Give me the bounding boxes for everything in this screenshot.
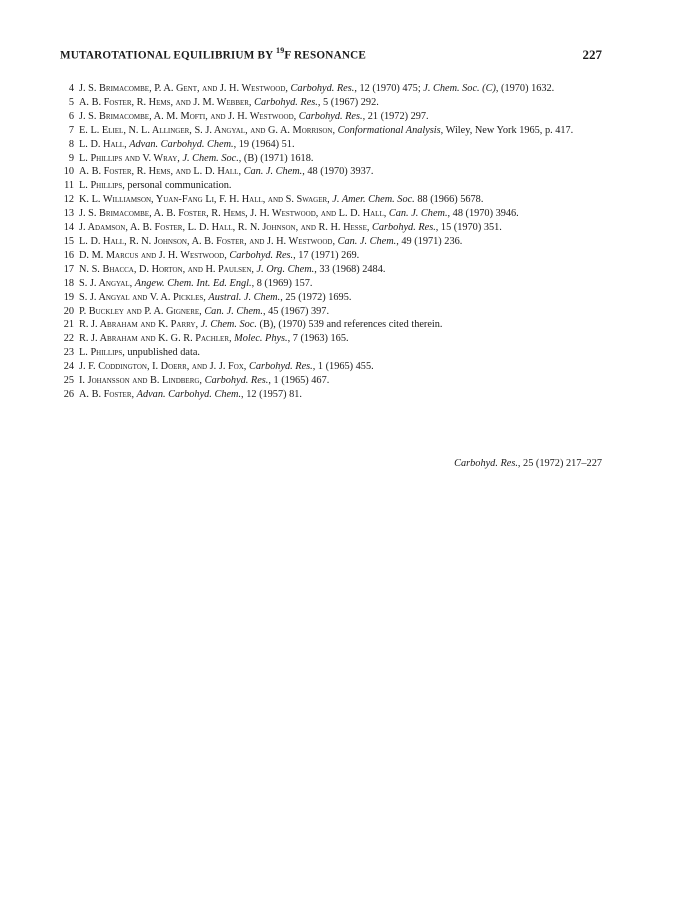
reference-detail: , 45 (1967) 397.	[262, 305, 330, 317]
reference-detail: , (B) (1971) 1618.	[238, 152, 314, 164]
reference-number: 14	[63, 222, 74, 234]
reference-number: 17	[63, 263, 74, 275]
reference-text	[79, 82, 602, 96]
reference-number: 26	[63, 388, 74, 400]
reference-text	[79, 235, 602, 249]
reference-detail: , 48 (1970) 3937.	[302, 166, 374, 178]
footer-journal: Carbohyd. Res.	[454, 458, 518, 469]
reference-number: 21	[63, 319, 74, 331]
reference-item	[60, 374, 602, 388]
reference-number: 22	[63, 333, 74, 345]
reference-item	[60, 82, 602, 96]
reference-item	[60, 165, 602, 179]
reference-number: 12	[63, 194, 74, 206]
footer-citation: , 25 (1972) 217–227	[517, 458, 602, 469]
reference-detail: , 17 (1971) 269.	[293, 249, 360, 261]
reference-detail: , 25 (1972) 1695.	[280, 291, 352, 303]
reference-text	[79, 110, 602, 124]
reference-source: Carbohyd. Res.	[229, 249, 294, 261]
reference-authors: N. S. Bhacca, D. Horton, and H. Paulsen,	[79, 263, 254, 275]
reference-authors: J. S. Brimacombe, P. A. Gent, and J. H. Westwood,	[79, 83, 288, 94]
reference-authors: P. Buckley and P. A. Gignere,	[79, 305, 202, 317]
reference-authors: L. Phillips and V. Wray,	[79, 152, 180, 164]
reference-number: 16	[63, 249, 74, 261]
reference-text	[79, 165, 602, 179]
running-head-superscript: 19	[276, 46, 285, 56]
running-head	[60, 47, 366, 62]
reference-text	[79, 152, 602, 166]
reference-text	[79, 221, 602, 235]
reference-text	[79, 179, 602, 193]
reference-number: 23	[63, 347, 74, 359]
running-head-text-end: F RESONANCE	[284, 50, 367, 62]
reference-text	[79, 124, 602, 138]
reference-text	[79, 138, 602, 152]
reference-source: Advan. Carbohyd. Chem.	[136, 388, 242, 400]
reference-item	[60, 221, 602, 235]
reference-number: 19	[63, 291, 74, 303]
reference-number: 20	[63, 305, 74, 317]
reference-text	[79, 305, 602, 319]
reference-text	[79, 360, 602, 374]
reference-detail: , 33 (1968) 2484.	[314, 263, 386, 275]
reference-item	[60, 305, 602, 319]
reference-authors: I. Johansson and B. Lindberg,	[79, 375, 203, 387]
reference-authors: L. D. Hall,	[79, 138, 127, 150]
reference-authors: R. J. Abraham and K. G. R. Pachler,	[79, 333, 232, 345]
reference-authors: S. J. Angyal,	[79, 277, 133, 289]
reference-source: Molec. Phys.	[234, 333, 288, 345]
reference-authors: J. S. Brimacombe, A. B. Foster, R. Hems, J. H. Westwood, and L. D. Hall,	[79, 208, 387, 220]
reference-authors: R. J. Abraham and K. Parry,	[79, 319, 199, 331]
reference-source: Can. J. Chem.	[204, 305, 263, 317]
reference-detail: , 15 (1970) 351.	[435, 222, 502, 234]
reference-source: Carbohyd. Res.	[298, 110, 363, 122]
reference-item	[60, 388, 602, 402]
reference-detail: , 21 (1972) 297.	[362, 110, 429, 122]
reference-number: 24	[63, 361, 74, 373]
reference-item	[60, 152, 602, 166]
reference-item	[60, 332, 602, 346]
page-header	[60, 47, 602, 63]
reference-source: J. Chem. Soc. (C)	[423, 83, 496, 94]
reference-text	[79, 277, 602, 291]
reference-list	[60, 82, 602, 402]
reference-item	[60, 96, 602, 110]
page-number: 227	[582, 47, 602, 62]
reference-authors: J. Adamson, A. B. Foster, L. D. Hall, R. N. Johnson, and R. H. Hesse,	[79, 222, 370, 234]
reference-source: Austral. J. Chem.	[208, 291, 281, 303]
reference-authors: A. B. Foster, R. Hems, and J. M. Webber,	[79, 96, 252, 108]
reference-source: J. Org. Chem.	[256, 263, 315, 275]
reference-source: Carbohyd. Res.	[204, 375, 269, 387]
reference-authors: L. D. Hall, R. N. Johnson, A. B. Foster, and J. H. Westwood,	[79, 235, 336, 247]
reference-detail: , 5 (1967) 292.	[317, 96, 379, 108]
reference-item	[60, 360, 602, 374]
journal-footer	[454, 458, 602, 469]
reference-text	[79, 291, 602, 305]
reference-number: 11	[64, 180, 74, 192]
reference-text	[79, 374, 602, 388]
reference-detail: , 8 (1969) 157.	[251, 277, 313, 289]
reference-item	[60, 249, 602, 263]
reference-source: Can. J. Chem.	[337, 235, 397, 247]
reference-number: 9	[68, 152, 74, 164]
reference-source: Carbohyd. Res.	[290, 83, 355, 94]
reference-text	[79, 263, 602, 277]
reference-detail: personal communication.	[124, 180, 232, 192]
reference-number: 7	[68, 124, 74, 136]
reference-item	[60, 318, 602, 332]
reference-item	[60, 263, 602, 277]
reference-authors: K. L. Williamson, Yuan-Fang Li, F. H. Hall, and S. Swager,	[79, 194, 330, 206]
reference-detail: (B), (1970) 539 and references cited therein.	[256, 319, 443, 331]
reference-detail: , (1970) 1632.	[495, 83, 555, 94]
reference-authors: J. F. Coddington, I. Doerr, and J. J. Fox,	[79, 361, 247, 373]
reference-number: 8	[68, 138, 74, 150]
reference-item	[60, 110, 602, 124]
reference-source: J. Chem. Soc.	[182, 152, 239, 164]
reference-source: Advan. Carbohyd. Chem.	[129, 138, 234, 150]
reference-number: 5	[68, 96, 74, 108]
reference-number: 6	[68, 110, 74, 122]
reference-source: J. Chem. Soc.	[200, 319, 257, 331]
reference-text	[79, 346, 602, 360]
reference-detail: , 1 (1965) 455.	[312, 361, 374, 373]
reference-source: Can. J. Chem.	[388, 208, 448, 220]
reference-number: 13	[63, 208, 74, 220]
reference-item	[60, 193, 602, 207]
reference-text	[79, 249, 602, 263]
reference-authors: L. Phillips,	[79, 347, 125, 359]
reference-source: Carbohyd. Res.	[248, 361, 313, 373]
reference-item	[60, 235, 602, 249]
reference-authors: A. B. Foster,	[79, 388, 135, 400]
reference-detail: , 12 (1957) 81.	[241, 388, 302, 400]
reference-number: 18	[63, 277, 74, 289]
reference-number: 10	[63, 166, 74, 178]
running-head-text: MUTAROTATIONAL EQUILIBRIUM BY	[60, 50, 276, 62]
reference-item	[60, 124, 602, 138]
reference-source: Conformational Analysis	[337, 124, 441, 136]
reference-item	[60, 277, 602, 291]
reference-detail: , 48 (1970) 3946.	[447, 208, 519, 220]
reference-authors: E. L. Eliel, N. L. Allinger, S. J. Angyal, and G. A. Morrison,	[79, 124, 336, 136]
reference-source: Angew. Chem. Int. Ed. Engl.	[134, 277, 252, 289]
reference-source: J. Amer. Chem. Soc.	[332, 194, 415, 206]
reference-detail: , Wiley, New York 1965, p. 417.	[440, 124, 574, 136]
reference-detail: , 12 (1970) 475;	[354, 83, 424, 94]
reference-authors: A. B. Foster, R. Hems, and L. D. Hall,	[79, 166, 242, 178]
reference-detail: , 49 (1971) 236.	[396, 235, 463, 247]
reference-detail: unpublished data.	[124, 347, 201, 359]
reference-source: Carbohyd. Res.	[372, 222, 436, 234]
reference-number: 25	[63, 375, 74, 387]
reference-authors: D. M. Marcus and J. H. Westwood,	[79, 249, 227, 261]
reference-text	[79, 207, 602, 221]
reference-authors: J. S. Brimacombe, A. M. Mofti, and J. H. Westwood,	[79, 110, 297, 122]
reference-text	[79, 332, 602, 346]
reference-number: 15	[63, 235, 74, 247]
reference-text	[79, 193, 602, 207]
reference-text	[79, 96, 602, 110]
reference-detail: , 1 (1965) 467.	[268, 375, 330, 387]
reference-authors: S. J. Angyal and V. A. Pickles,	[79, 291, 206, 303]
reference-text	[79, 388, 602, 402]
reference-detail: , 19 (1964) 51.	[233, 138, 295, 150]
reference-authors: L. Phillips,	[79, 180, 125, 192]
reference-detail: , 7 (1963) 165.	[287, 333, 349, 345]
reference-item	[60, 207, 602, 221]
reference-detail: 88 (1966) 5678.	[414, 194, 484, 206]
reference-item	[60, 346, 602, 360]
reference-source: Can. J. Chem.	[243, 166, 303, 178]
reference-source: Carbohyd. Res.	[254, 96, 318, 108]
reference-item	[60, 138, 602, 152]
reference-item	[60, 179, 602, 193]
reference-item	[60, 291, 602, 305]
reference-text	[79, 318, 602, 332]
reference-number: 4	[68, 83, 74, 94]
